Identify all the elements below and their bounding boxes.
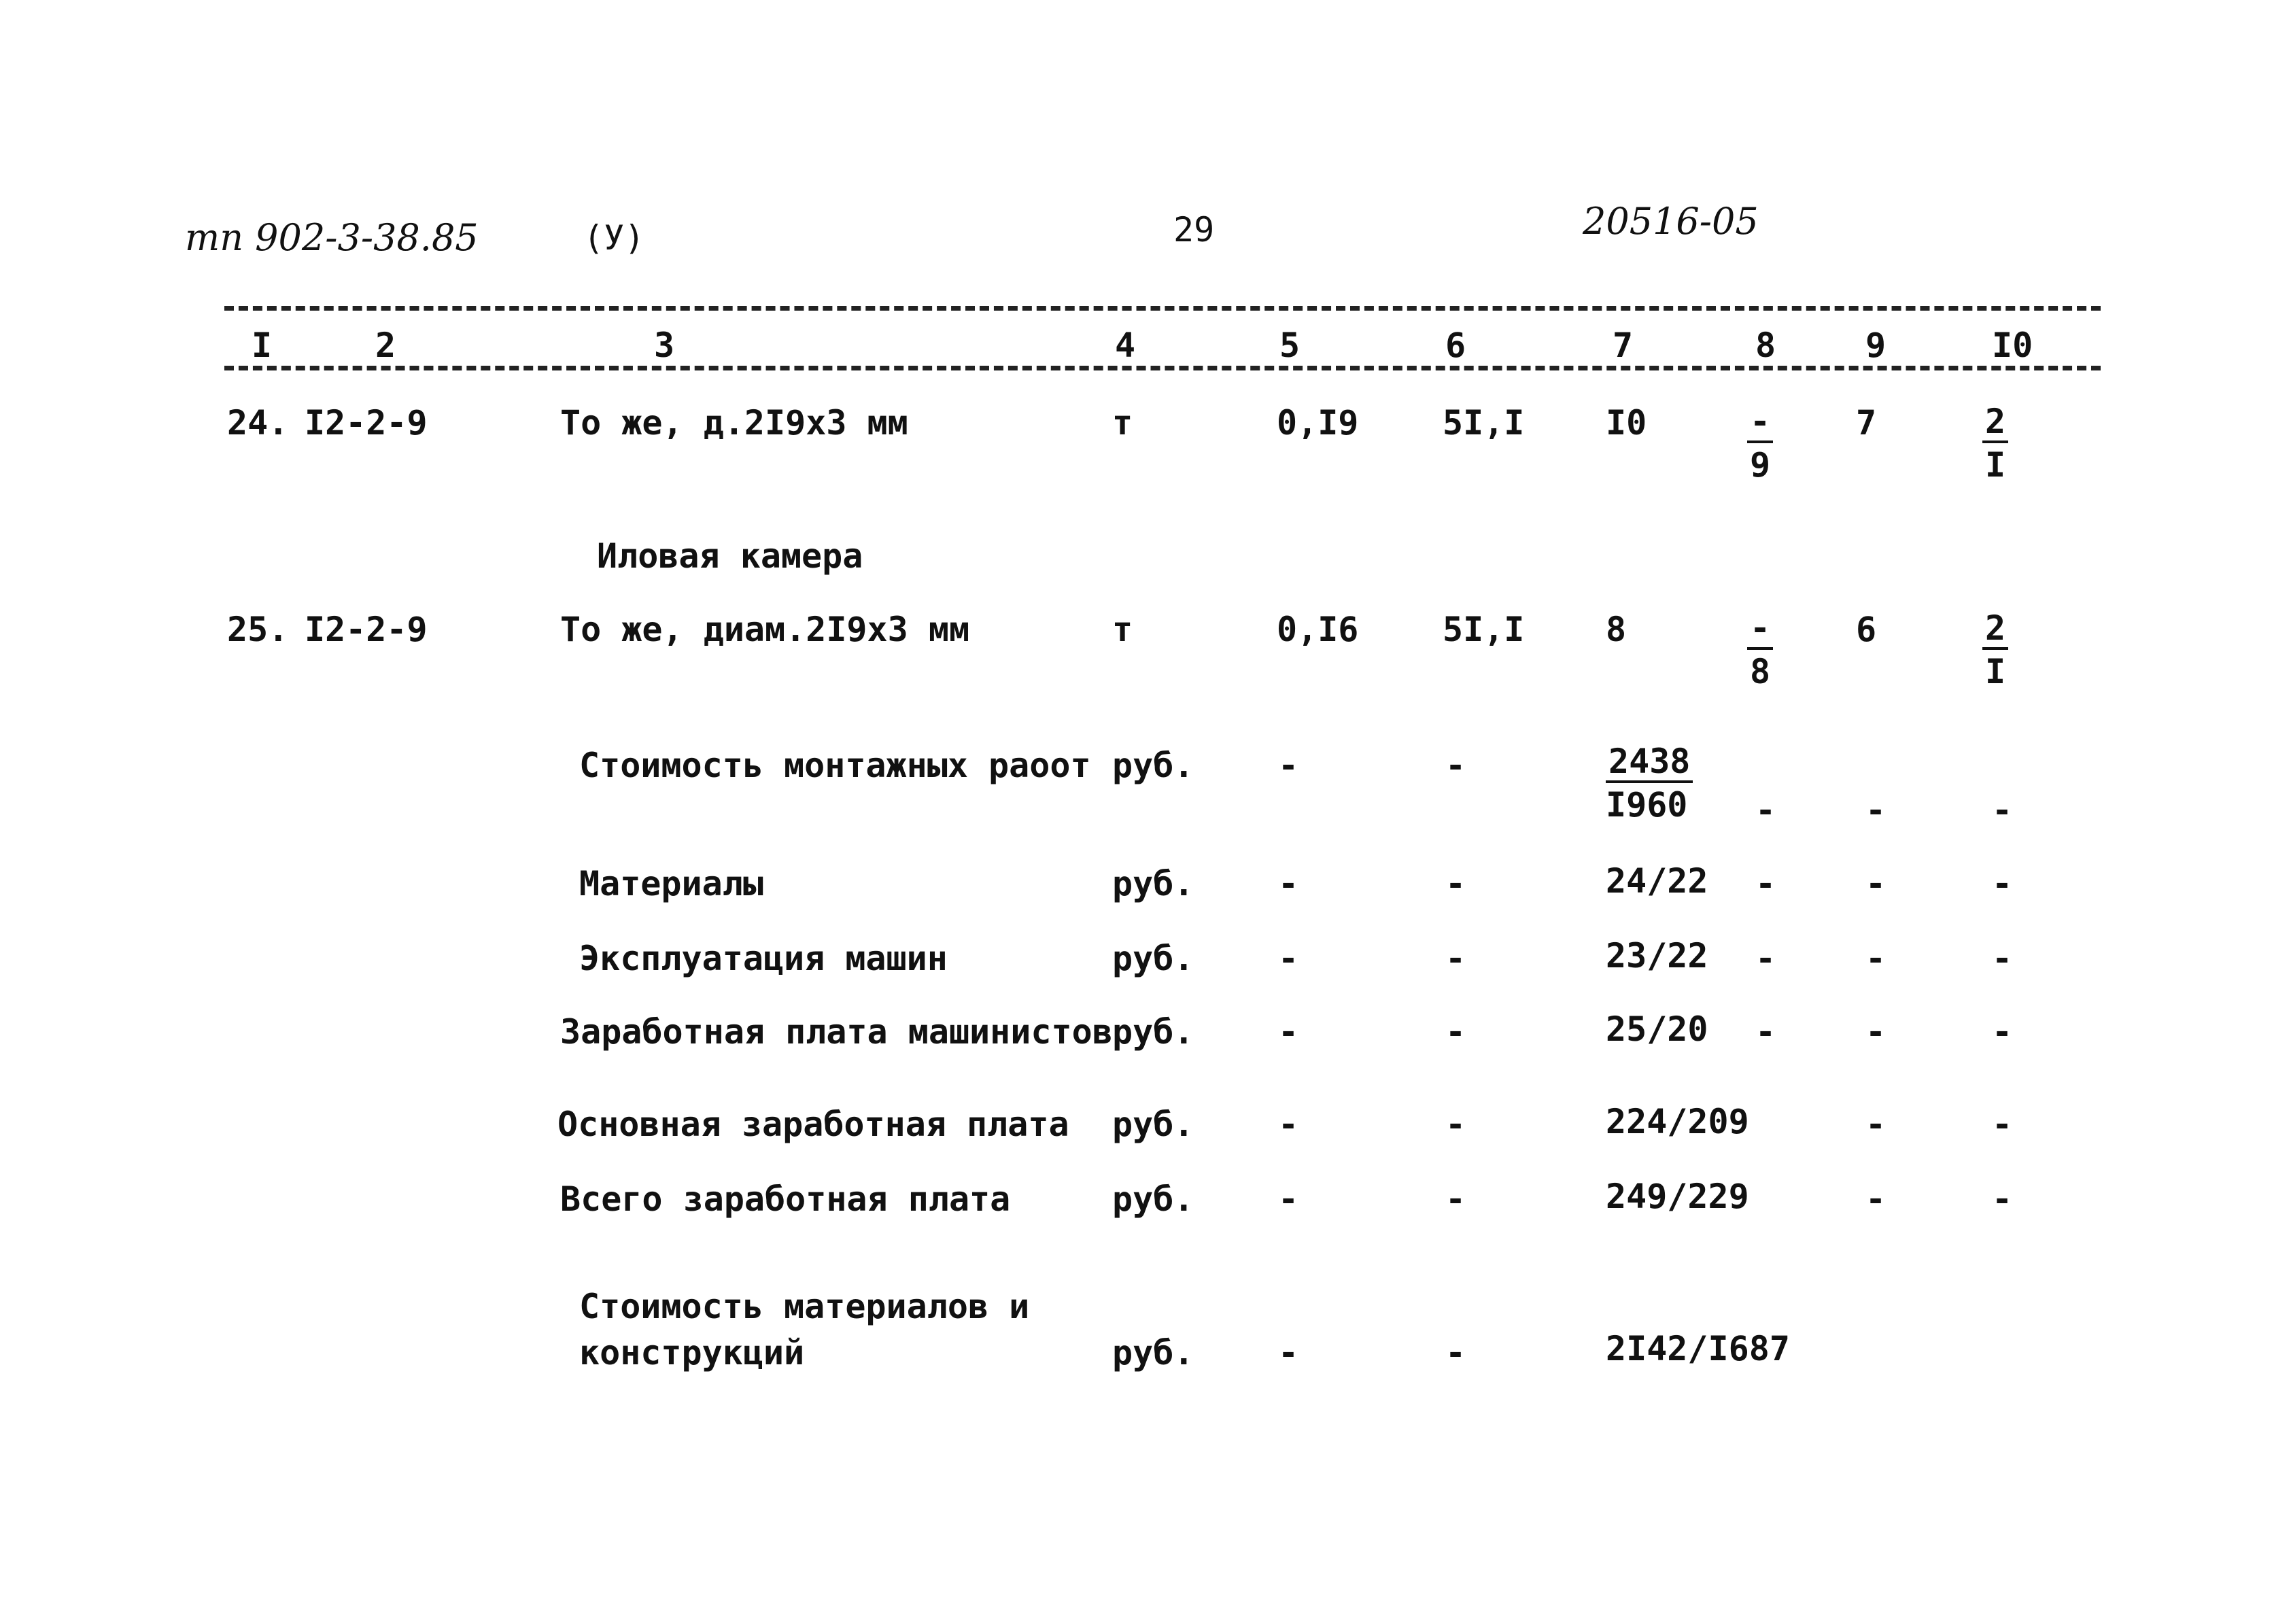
row-25-unit: т — [1112, 610, 1133, 649]
row-25-col10-denominator: I — [1985, 652, 2006, 691]
summary-installation-col9: - — [1865, 791, 1887, 830]
column-header-5: 5 — [1279, 326, 1300, 365]
summary-materials-cost-label-line1: Стоимость материалов и — [579, 1287, 1030, 1326]
summary-machines-col10: - — [1992, 939, 2013, 978]
summary-machines-col8: - — [1755, 939, 1776, 978]
row-25-col8-numerator: - — [1747, 610, 1773, 650]
row-25-col5: 0,I6 — [1277, 610, 1359, 649]
summary-installation-col7-numerator: 2438 — [1606, 744, 1693, 783]
column-header-4: 4 — [1115, 326, 1136, 365]
summary-materials-cost-col6: - — [1445, 1333, 1466, 1372]
summary-installation-col7-denominator: I960 — [1606, 785, 1688, 825]
row-24-col5: 0,I9 — [1277, 403, 1359, 443]
summary-base-wages-col9: - — [1865, 1105, 1887, 1144]
row-24-unit: т — [1112, 403, 1133, 443]
summary-machines-col6: - — [1445, 939, 1466, 978]
row-24-col8-denominator: 9 — [1750, 445, 1771, 485]
column-header-10: I0 — [1992, 326, 2033, 365]
summary-machinist-wages-col10: - — [1992, 1012, 2013, 1052]
summary-materials-col5: - — [1278, 864, 1299, 903]
summary-machinist-wages-col9: - — [1865, 1012, 1887, 1052]
summary-base-wages-col6: - — [1445, 1105, 1466, 1144]
page-number: 29 — [1173, 210, 1215, 249]
summary-total-wages-col7: 249/229 — [1606, 1177, 1749, 1216]
row-24-col10-numerator: 2 — [1982, 404, 2008, 443]
summary-total-wages-col9: - — [1865, 1179, 1887, 1219]
row-24-name: То же, д.2I9х3 мм — [560, 403, 908, 443]
row-24-col10-denominator: I — [1985, 445, 2006, 485]
row-24-col8-numerator: - — [1747, 404, 1773, 443]
row-25-col9: 6 — [1856, 610, 1877, 649]
document-mark: (У) — [583, 218, 645, 258]
summary-machines-col7: 23/22 — [1606, 936, 1708, 975]
summary-materials-col7: 24/22 — [1606, 861, 1708, 901]
row-24-number: 24. — [227, 403, 289, 443]
summary-installation-label: Стоимость монтажных раоот — [579, 746, 1091, 785]
summary-total-wages-label: Всего заработная плата — [560, 1179, 1011, 1219]
summary-materials-cost-label-line2: конструкций — [579, 1333, 805, 1372]
row-25-code: I2-2-9 — [305, 610, 428, 649]
summary-machinist-wages-col5: - — [1278, 1012, 1299, 1052]
row-25-col10-numerator: 2 — [1982, 610, 2008, 650]
column-header-7: 7 — [1613, 326, 1634, 365]
column-header-3: 3 — [654, 326, 675, 365]
summary-base-wages-col5: - — [1278, 1105, 1299, 1144]
summary-installation-col5: - — [1278, 746, 1299, 785]
summary-machinist-wages-unit: руб. — [1112, 1012, 1194, 1052]
column-header-6: 6 — [1445, 326, 1466, 365]
row-24-col10-fraction — [1982, 404, 2008, 483]
summary-machines-unit: руб. — [1112, 939, 1194, 978]
row-25-col6: 5I,I — [1443, 610, 1525, 649]
summary-materials-unit: руб. — [1112, 864, 1194, 903]
summary-total-wages-unit: руб. — [1112, 1179, 1194, 1219]
summary-materials-cost-col7: 2I42/I687 — [1606, 1329, 1790, 1368]
summary-installation-col8: - — [1755, 791, 1776, 830]
summary-machines-label: Эксплуатация машин — [579, 939, 948, 978]
summary-base-wages-col7: 224/209 — [1606, 1102, 1749, 1141]
sheet-code: 20516-05 — [1583, 200, 1759, 243]
summary-machinist-wages-col7: 25/20 — [1606, 1009, 1708, 1049]
summary-materials-col8: - — [1755, 864, 1776, 903]
summary-machines-col9: - — [1865, 939, 1887, 978]
section-title: Иловая камера — [597, 536, 863, 576]
summary-materials-col10: - — [1992, 864, 2013, 903]
row-24-col8-fraction — [1747, 404, 1773, 483]
summary-base-wages-col10: - — [1992, 1105, 2013, 1144]
summary-machinist-wages-col8: - — [1755, 1012, 1776, 1052]
summary-base-wages-unit: руб. — [1112, 1105, 1194, 1144]
document-code: тп 902-3-38.85 — [185, 216, 479, 259]
summary-base-wages-label: Основная заработная плата — [557, 1105, 1069, 1144]
summary-materials-col6: - — [1445, 864, 1466, 903]
row-24-col9: 7 — [1856, 403, 1877, 443]
row-24-col7: I0 — [1606, 403, 1647, 443]
summary-installation-col6: - — [1445, 746, 1466, 785]
column-header-1: I — [252, 326, 273, 365]
row-24-col6: 5I,I — [1443, 403, 1525, 443]
summary-total-wages-col6: - — [1445, 1179, 1466, 1219]
row-25-name: То же, диам.2I9х3 мм — [560, 610, 970, 649]
summary-installation-col7-fraction — [1606, 744, 1693, 823]
summary-total-wages-col10: - — [1992, 1179, 2013, 1219]
summary-materials-label: Материалы — [579, 864, 763, 903]
header-rule-top — [224, 306, 2101, 311]
row-24-code: I2-2-9 — [305, 403, 428, 443]
summary-materials-cost-unit: руб. — [1112, 1333, 1194, 1372]
summary-machines-col5: - — [1278, 939, 1299, 978]
row-25-col8-denominator: 8 — [1750, 652, 1771, 691]
summary-installation-unit: руб. — [1112, 746, 1194, 785]
row-25-col7: 8 — [1606, 610, 1627, 649]
row-25-col8-fraction — [1747, 610, 1773, 689]
summary-materials-col9: - — [1865, 864, 1887, 903]
summary-machinist-wages-col6: - — [1445, 1012, 1466, 1052]
summary-total-wages-col5: - — [1278, 1179, 1299, 1219]
summary-machinist-wages-label: Заработная плата машинистов — [560, 1012, 1113, 1052]
summary-installation-col10: - — [1992, 791, 2013, 830]
column-header-9: 9 — [1865, 326, 1887, 365]
column-header-2: 2 — [375, 326, 396, 365]
summary-materials-cost-col5: - — [1278, 1333, 1299, 1372]
row-25-col10-fraction — [1982, 610, 2008, 689]
row-25-number: 25. — [227, 610, 289, 649]
column-header-8: 8 — [1755, 326, 1776, 365]
header-rule-bottom — [224, 366, 2101, 370]
